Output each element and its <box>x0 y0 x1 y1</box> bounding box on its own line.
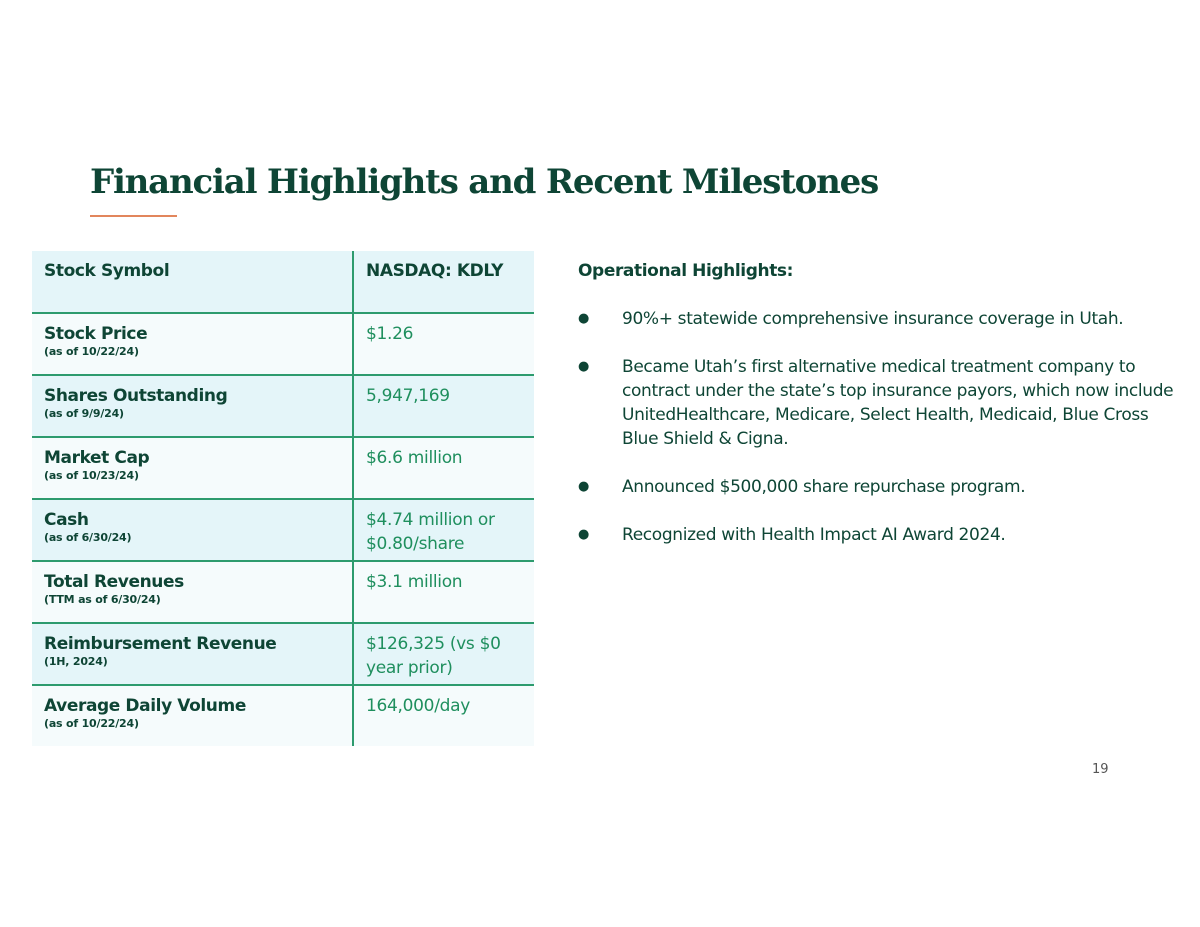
list-item-text: 90%+ statewide comprehensive insurance coverage in Utah. <box>622 309 1124 329</box>
metric-as-of-note: (1H, 2024) <box>44 655 108 668</box>
table-cell-value <box>353 561 534 623</box>
metric-as-of-note: (as of 9/9/24) <box>44 407 124 420</box>
bullet-icon: ● <box>578 359 589 374</box>
metric-as-of-note: (as of 10/23/24) <box>44 469 139 482</box>
table-row-cash <box>32 499 534 561</box>
table-cell-label <box>32 375 353 437</box>
page-title: Financial Highlights and Recent Milestones <box>90 162 879 202</box>
title-underline <box>90 215 177 217</box>
list-item-text: Announced $500,000 share repurchase program. <box>622 477 1026 497</box>
table-cell-value <box>353 437 534 499</box>
operational-highlights-list <box>578 307 1188 547</box>
page-number: 19 <box>1092 762 1109 777</box>
table-cell-value <box>353 685 534 746</box>
metric-as-of-note: (as of 10/22/24) <box>44 717 139 730</box>
metric-as-of-note: (TTM as of 6/30/24) <box>44 593 161 606</box>
financial-highlights-table <box>32 251 534 746</box>
bullet-icon: ● <box>578 311 589 326</box>
list-item-text: Recognized with Health Impact AI Award 2024. <box>622 525 1006 545</box>
metric-as-of-note: (as of 10/22/24) <box>44 345 139 358</box>
table-row-stock-symbol <box>32 251 534 313</box>
list-item <box>578 523 1188 547</box>
table-row-reimbursement-revenue <box>32 623 534 685</box>
metric-label: Stock Symbol <box>44 261 170 281</box>
table-cell-label <box>32 437 353 499</box>
operational-highlights-heading: Operational Highlights: <box>578 261 794 281</box>
table-row-total-revenues <box>32 561 534 623</box>
table-cell-value <box>353 251 534 313</box>
metric-label: Average Daily Volume <box>44 696 246 716</box>
metric-value: $3.1 million <box>366 572 463 592</box>
metric-as-of-note: (as of 6/30/24) <box>44 531 132 544</box>
list-item <box>578 307 1188 331</box>
table-cell-value <box>353 375 534 437</box>
metric-value: 164,000/day <box>366 696 470 716</box>
metric-value: 5,947,169 <box>366 386 450 406</box>
table-cell-value <box>353 499 534 561</box>
metric-value: $1.26 <box>366 324 414 344</box>
metric-value: $6.6 million <box>366 448 463 468</box>
metric-label: Shares Outstanding <box>44 386 228 406</box>
table-cell-label <box>32 499 353 561</box>
table-row-shares-outstanding <box>32 375 534 437</box>
table-row-market-cap <box>32 437 534 499</box>
table-cell-label <box>32 623 353 685</box>
table-row-average-daily-volume <box>32 685 534 746</box>
table-cell-label <box>32 685 353 746</box>
metric-label: Stock Price <box>44 324 148 344</box>
table-cell-value <box>353 313 534 375</box>
list-item <box>578 355 1188 451</box>
metric-label: Reimbursement Revenue <box>44 634 277 654</box>
metric-label: Total Revenues <box>44 572 184 592</box>
table-cell-label <box>32 561 353 623</box>
metric-value: NASDAQ: KDLY <box>366 261 504 281</box>
metric-value: $126,325 (vs $0 year prior) <box>366 634 501 678</box>
table-cell-label <box>32 251 353 313</box>
table-cell-label <box>32 313 353 375</box>
bullet-icon: ● <box>578 527 589 542</box>
bullet-icon: ● <box>578 479 589 494</box>
operational-highlights <box>578 259 1188 571</box>
list-item <box>578 475 1188 499</box>
metric-label: Market Cap <box>44 448 150 468</box>
metric-label: Cash <box>44 510 89 530</box>
metric-value: $4.74 million or $0.80/share <box>366 510 495 554</box>
list-item-text: Became Utah’s first alternative medical treatment company to contract under the state’s top insurance payors, which now include UnitedHealthcare, Medicare, Select Health, Medicaid, Blue Cross Blue Shield & Cigna. <box>622 357 1174 449</box>
table-row-stock-price <box>32 313 534 375</box>
table-cell-value <box>353 623 534 685</box>
